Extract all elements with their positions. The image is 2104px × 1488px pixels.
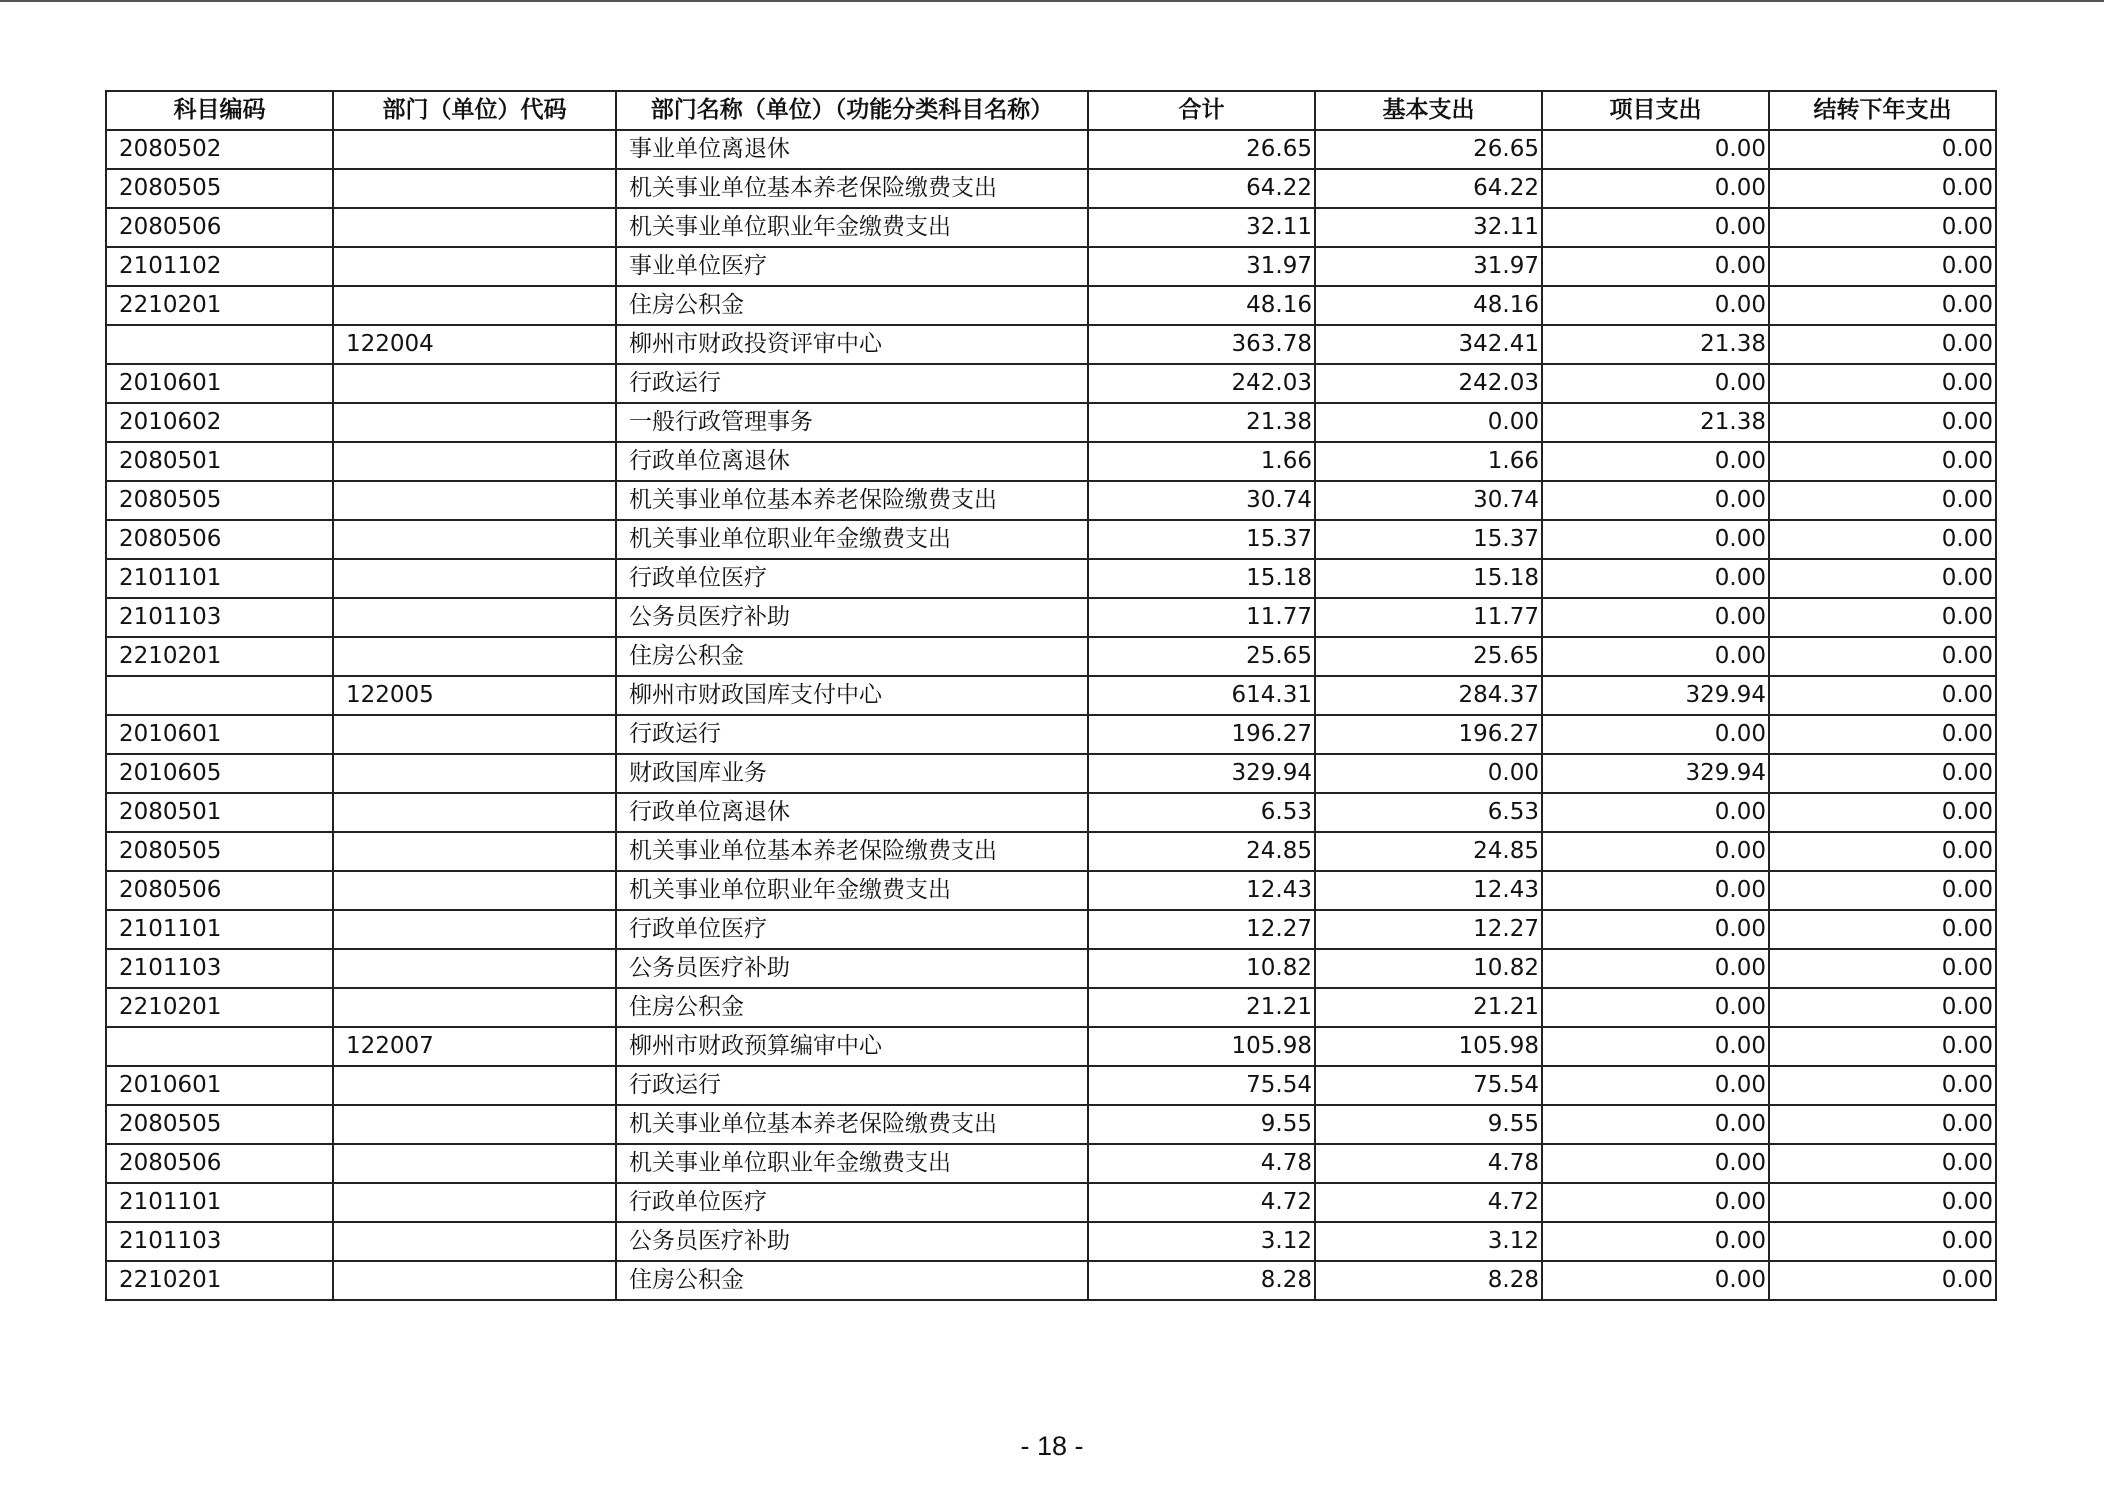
carryover-cell: 0.00	[1769, 1183, 1996, 1222]
basic-expense-cell: 9.55	[1315, 1105, 1542, 1144]
budget-table	[105, 90, 1997, 1301]
table-row	[106, 325, 1996, 364]
carryover-cell: 0.00	[1769, 1066, 1996, 1105]
subject-code-cell	[106, 676, 333, 715]
carryover-cell: 0.00	[1769, 364, 1996, 403]
unit-code-cell	[333, 871, 616, 910]
column-header: 基本支出	[1315, 91, 1542, 130]
column-header: 科目编码	[106, 91, 333, 130]
total-cell: 6.53	[1088, 793, 1315, 832]
unit-code-cell: 122005	[333, 676, 616, 715]
unit-code-cell	[333, 1144, 616, 1183]
basic-expense-cell: 26.65	[1315, 130, 1542, 169]
table-row	[106, 1183, 1996, 1222]
basic-expense-cell: 75.54	[1315, 1066, 1542, 1105]
subject-code-cell: 2010602	[106, 403, 333, 442]
basic-expense-cell: 15.37	[1315, 520, 1542, 559]
subject-code-cell: 2080506	[106, 208, 333, 247]
unit-code-cell	[333, 1183, 616, 1222]
basic-expense-cell: 4.78	[1315, 1144, 1542, 1183]
basic-expense-cell: 11.77	[1315, 598, 1542, 637]
table-row	[106, 598, 1996, 637]
subject-code-cell: 2101103	[106, 1222, 333, 1261]
basic-expense-cell: 4.72	[1315, 1183, 1542, 1222]
table-row	[106, 169, 1996, 208]
unit-code-cell	[333, 832, 616, 871]
name-cell: 行政单位离退休	[616, 442, 1088, 481]
subject-code-cell: 2210201	[106, 988, 333, 1027]
table-row	[106, 1105, 1996, 1144]
name-cell: 行政单位医疗	[616, 559, 1088, 598]
name-cell: 行政运行	[616, 715, 1088, 754]
total-cell: 10.82	[1088, 949, 1315, 988]
basic-expense-cell: 30.74	[1315, 481, 1542, 520]
carryover-cell: 0.00	[1769, 793, 1996, 832]
unit-code-cell	[333, 793, 616, 832]
total-cell: 12.43	[1088, 871, 1315, 910]
table-row	[106, 949, 1996, 988]
project-expense-cell: 0.00	[1542, 1027, 1769, 1066]
project-expense-cell: 0.00	[1542, 1144, 1769, 1183]
unit-code-cell	[333, 247, 616, 286]
total-cell: 30.74	[1088, 481, 1315, 520]
table-row	[106, 286, 1996, 325]
carryover-cell: 0.00	[1769, 637, 1996, 676]
total-cell: 75.54	[1088, 1066, 1315, 1105]
total-cell: 1.66	[1088, 442, 1315, 481]
project-expense-cell: 0.00	[1542, 247, 1769, 286]
name-cell: 事业单位离退休	[616, 130, 1088, 169]
total-cell: 3.12	[1088, 1222, 1315, 1261]
unit-code-cell	[333, 1222, 616, 1261]
project-expense-cell: 0.00	[1542, 910, 1769, 949]
project-expense-cell: 0.00	[1542, 637, 1769, 676]
subject-code-cell	[106, 1027, 333, 1066]
project-expense-cell: 0.00	[1542, 364, 1769, 403]
carryover-cell: 0.00	[1769, 247, 1996, 286]
total-cell: 363.78	[1088, 325, 1315, 364]
subject-code-cell: 2080506	[106, 871, 333, 910]
name-cell: 住房公积金	[616, 1261, 1088, 1300]
name-cell: 机关事业单位职业年金缴费支出	[616, 871, 1088, 910]
column-header: 结转下年支出	[1769, 91, 1996, 130]
table-row	[106, 1066, 1996, 1105]
project-expense-cell: 0.00	[1542, 1066, 1769, 1105]
total-cell: 614.31	[1088, 676, 1315, 715]
name-cell: 公务员医疗补助	[616, 598, 1088, 637]
total-cell: 4.72	[1088, 1183, 1315, 1222]
subject-code-cell: 2010601	[106, 1066, 333, 1105]
unit-code-cell	[333, 754, 616, 793]
unit-code-cell	[333, 442, 616, 481]
total-cell: 32.11	[1088, 208, 1315, 247]
subject-code-cell: 2210201	[106, 1261, 333, 1300]
unit-code-cell	[333, 208, 616, 247]
table-row	[106, 676, 1996, 715]
project-expense-cell: 0.00	[1542, 169, 1769, 208]
basic-expense-cell: 0.00	[1315, 754, 1542, 793]
name-cell: 住房公积金	[616, 637, 1088, 676]
carryover-cell: 0.00	[1769, 715, 1996, 754]
table-row	[106, 520, 1996, 559]
unit-code-cell	[333, 286, 616, 325]
project-expense-cell: 329.94	[1542, 676, 1769, 715]
project-expense-cell: 0.00	[1542, 520, 1769, 559]
unit-code-cell	[333, 520, 616, 559]
carryover-cell: 0.00	[1769, 130, 1996, 169]
column-header: 合计	[1088, 91, 1315, 130]
name-cell: 机关事业单位基本养老保险缴费支出	[616, 832, 1088, 871]
basic-expense-cell: 12.27	[1315, 910, 1542, 949]
project-expense-cell: 0.00	[1542, 130, 1769, 169]
total-cell: 24.85	[1088, 832, 1315, 871]
basic-expense-cell: 31.97	[1315, 247, 1542, 286]
table-row	[106, 442, 1996, 481]
subject-code-cell: 2080505	[106, 1105, 333, 1144]
project-expense-cell: 0.00	[1542, 598, 1769, 637]
column-header: 部门名称（单位）（功能分类科目名称）	[616, 91, 1088, 130]
project-expense-cell: 0.00	[1542, 793, 1769, 832]
basic-expense-cell: 10.82	[1315, 949, 1542, 988]
carryover-cell: 0.00	[1769, 325, 1996, 364]
name-cell: 事业单位医疗	[616, 247, 1088, 286]
carryover-cell: 0.00	[1769, 910, 1996, 949]
basic-expense-cell: 6.53	[1315, 793, 1542, 832]
unit-code-cell	[333, 559, 616, 598]
unit-code-cell	[333, 715, 616, 754]
basic-expense-cell: 21.21	[1315, 988, 1542, 1027]
project-expense-cell: 0.00	[1542, 1105, 1769, 1144]
carryover-cell: 0.00	[1769, 1105, 1996, 1144]
table-row	[106, 715, 1996, 754]
table-row	[106, 247, 1996, 286]
project-expense-cell: 0.00	[1542, 559, 1769, 598]
carryover-cell: 0.00	[1769, 559, 1996, 598]
project-expense-cell: 0.00	[1542, 208, 1769, 247]
project-expense-cell: 21.38	[1542, 325, 1769, 364]
project-expense-cell: 0.00	[1542, 832, 1769, 871]
carryover-cell: 0.00	[1769, 1261, 1996, 1300]
table-row	[106, 208, 1996, 247]
name-cell: 住房公积金	[616, 988, 1088, 1027]
carryover-cell: 0.00	[1769, 949, 1996, 988]
project-expense-cell: 0.00	[1542, 988, 1769, 1027]
subject-code-cell: 2080506	[106, 1144, 333, 1183]
name-cell: 行政单位离退休	[616, 793, 1088, 832]
carryover-cell: 0.00	[1769, 520, 1996, 559]
carryover-cell: 0.00	[1769, 286, 1996, 325]
name-cell: 机关事业单位基本养老保险缴费支出	[616, 481, 1088, 520]
total-cell: 242.03	[1088, 364, 1315, 403]
header-row	[106, 91, 1996, 130]
name-cell: 机关事业单位基本养老保险缴费支出	[616, 1105, 1088, 1144]
unit-code-cell	[333, 598, 616, 637]
carryover-cell: 0.00	[1769, 208, 1996, 247]
subject-code-cell: 2080505	[106, 169, 333, 208]
total-cell: 9.55	[1088, 1105, 1315, 1144]
table-row	[106, 559, 1996, 598]
basic-expense-cell: 0.00	[1315, 403, 1542, 442]
unit-code-cell	[333, 637, 616, 676]
project-expense-cell: 0.00	[1542, 442, 1769, 481]
subject-code-cell: 2101101	[106, 559, 333, 598]
table-row	[106, 637, 1996, 676]
name-cell: 柳州市财政国库支付中心	[616, 676, 1088, 715]
total-cell: 31.97	[1088, 247, 1315, 286]
subject-code-cell: 2101102	[106, 247, 333, 286]
basic-expense-cell: 25.65	[1315, 637, 1542, 676]
project-expense-cell: 329.94	[1542, 754, 1769, 793]
name-cell: 一般行政管理事务	[616, 403, 1088, 442]
unit-code-cell	[333, 364, 616, 403]
carryover-cell: 0.00	[1769, 169, 1996, 208]
name-cell: 行政运行	[616, 364, 1088, 403]
carryover-cell: 0.00	[1769, 1027, 1996, 1066]
subject-code-cell: 2101103	[106, 598, 333, 637]
carryover-cell: 0.00	[1769, 871, 1996, 910]
name-cell: 柳州市财政预算编审中心	[616, 1027, 1088, 1066]
carryover-cell: 0.00	[1769, 481, 1996, 520]
project-expense-cell: 0.00	[1542, 949, 1769, 988]
project-expense-cell: 0.00	[1542, 286, 1769, 325]
unit-code-cell	[333, 949, 616, 988]
page-number: - 18 -	[1020, 1431, 1084, 1461]
subject-code-cell: 2010601	[106, 715, 333, 754]
unit-code-cell	[333, 481, 616, 520]
total-cell: 11.77	[1088, 598, 1315, 637]
table-row	[106, 754, 1996, 793]
name-cell: 柳州市财政投资评审中心	[616, 325, 1088, 364]
carryover-cell: 0.00	[1769, 598, 1996, 637]
unit-code-cell	[333, 1066, 616, 1105]
total-cell: 8.28	[1088, 1261, 1315, 1300]
basic-expense-cell: 284.37	[1315, 676, 1542, 715]
name-cell: 公务员医疗补助	[616, 949, 1088, 988]
carryover-cell: 0.00	[1769, 676, 1996, 715]
carryover-cell: 0.00	[1769, 832, 1996, 871]
table-row	[106, 403, 1996, 442]
table-row	[106, 832, 1996, 871]
project-expense-cell: 0.00	[1542, 871, 1769, 910]
basic-expense-cell: 48.16	[1315, 286, 1542, 325]
total-cell: 21.21	[1088, 988, 1315, 1027]
subject-code-cell: 2080505	[106, 832, 333, 871]
basic-expense-cell: 32.11	[1315, 208, 1542, 247]
total-cell: 15.18	[1088, 559, 1315, 598]
name-cell: 财政国库业务	[616, 754, 1088, 793]
page-top-rule	[0, 0, 2104, 2]
name-cell: 机关事业单位职业年金缴费支出	[616, 208, 1088, 247]
total-cell: 64.22	[1088, 169, 1315, 208]
basic-expense-cell: 342.41	[1315, 325, 1542, 364]
carryover-cell: 0.00	[1769, 1222, 1996, 1261]
total-cell: 12.27	[1088, 910, 1315, 949]
basic-expense-cell: 105.98	[1315, 1027, 1542, 1066]
project-expense-cell: 0.00	[1542, 481, 1769, 520]
project-expense-cell: 0.00	[1542, 1261, 1769, 1300]
total-cell: 105.98	[1088, 1027, 1315, 1066]
carryover-cell: 0.00	[1769, 754, 1996, 793]
carryover-cell: 0.00	[1769, 403, 1996, 442]
table-row	[106, 910, 1996, 949]
total-cell: 21.38	[1088, 403, 1315, 442]
basic-expense-cell: 242.03	[1315, 364, 1542, 403]
basic-expense-cell: 3.12	[1315, 1222, 1542, 1261]
subject-code-cell: 2101101	[106, 910, 333, 949]
basic-expense-cell: 196.27	[1315, 715, 1542, 754]
carryover-cell: 0.00	[1769, 1144, 1996, 1183]
basic-expense-cell: 8.28	[1315, 1261, 1542, 1300]
total-cell: 4.78	[1088, 1144, 1315, 1183]
total-cell: 26.65	[1088, 130, 1315, 169]
name-cell: 行政单位医疗	[616, 1183, 1088, 1222]
name-cell: 公务员医疗补助	[616, 1222, 1088, 1261]
unit-code-cell	[333, 1261, 616, 1300]
subject-code-cell: 2080501	[106, 793, 333, 832]
name-cell: 机关事业单位职业年金缴费支出	[616, 520, 1088, 559]
unit-code-cell	[333, 988, 616, 1027]
unit-code-cell: 122007	[333, 1027, 616, 1066]
table-row	[106, 793, 1996, 832]
name-cell: 行政单位医疗	[616, 910, 1088, 949]
table-row	[106, 988, 1996, 1027]
project-expense-cell: 0.00	[1542, 1222, 1769, 1261]
table-row	[106, 1027, 1996, 1066]
total-cell: 25.65	[1088, 637, 1315, 676]
subject-code-cell: 2080501	[106, 442, 333, 481]
table-row	[106, 871, 1996, 910]
basic-expense-cell: 1.66	[1315, 442, 1542, 481]
total-cell: 196.27	[1088, 715, 1315, 754]
unit-code-cell	[333, 130, 616, 169]
project-expense-cell: 0.00	[1542, 715, 1769, 754]
column-header: 部门（单位）代码	[333, 91, 616, 130]
subject-code-cell: 2010601	[106, 364, 333, 403]
table-row	[106, 1144, 1996, 1183]
name-cell: 住房公积金	[616, 286, 1088, 325]
carryover-cell: 0.00	[1769, 988, 1996, 1027]
project-expense-cell: 21.38	[1542, 403, 1769, 442]
column-header: 项目支出	[1542, 91, 1769, 130]
subject-code-cell: 2101101	[106, 1183, 333, 1222]
subject-code-cell: 2080502	[106, 130, 333, 169]
subject-code-cell: 2010605	[106, 754, 333, 793]
table-row	[106, 1222, 1996, 1261]
subject-code-cell	[106, 325, 333, 364]
unit-code-cell: 122004	[333, 325, 616, 364]
name-cell: 机关事业单位职业年金缴费支出	[616, 1144, 1088, 1183]
carryover-cell: 0.00	[1769, 442, 1996, 481]
table-row	[106, 1261, 1996, 1300]
table-body	[106, 130, 1996, 1300]
basic-expense-cell: 24.85	[1315, 832, 1542, 871]
unit-code-cell	[333, 910, 616, 949]
unit-code-cell	[333, 1105, 616, 1144]
subject-code-cell: 2210201	[106, 637, 333, 676]
name-cell: 机关事业单位基本养老保险缴费支出	[616, 169, 1088, 208]
unit-code-cell	[333, 169, 616, 208]
table-row	[106, 481, 1996, 520]
table-header	[106, 91, 1996, 130]
subject-code-cell: 2210201	[106, 286, 333, 325]
total-cell: 48.16	[1088, 286, 1315, 325]
subject-code-cell: 2080506	[106, 520, 333, 559]
total-cell: 329.94	[1088, 754, 1315, 793]
name-cell: 行政运行	[616, 1066, 1088, 1105]
basic-expense-cell: 64.22	[1315, 169, 1542, 208]
subject-code-cell: 2101103	[106, 949, 333, 988]
project-expense-cell: 0.00	[1542, 1183, 1769, 1222]
subject-code-cell: 2080505	[106, 481, 333, 520]
table-row	[106, 130, 1996, 169]
basic-expense-cell: 12.43	[1315, 871, 1542, 910]
unit-code-cell	[333, 403, 616, 442]
table-row	[106, 364, 1996, 403]
total-cell: 15.37	[1088, 520, 1315, 559]
basic-expense-cell: 15.18	[1315, 559, 1542, 598]
